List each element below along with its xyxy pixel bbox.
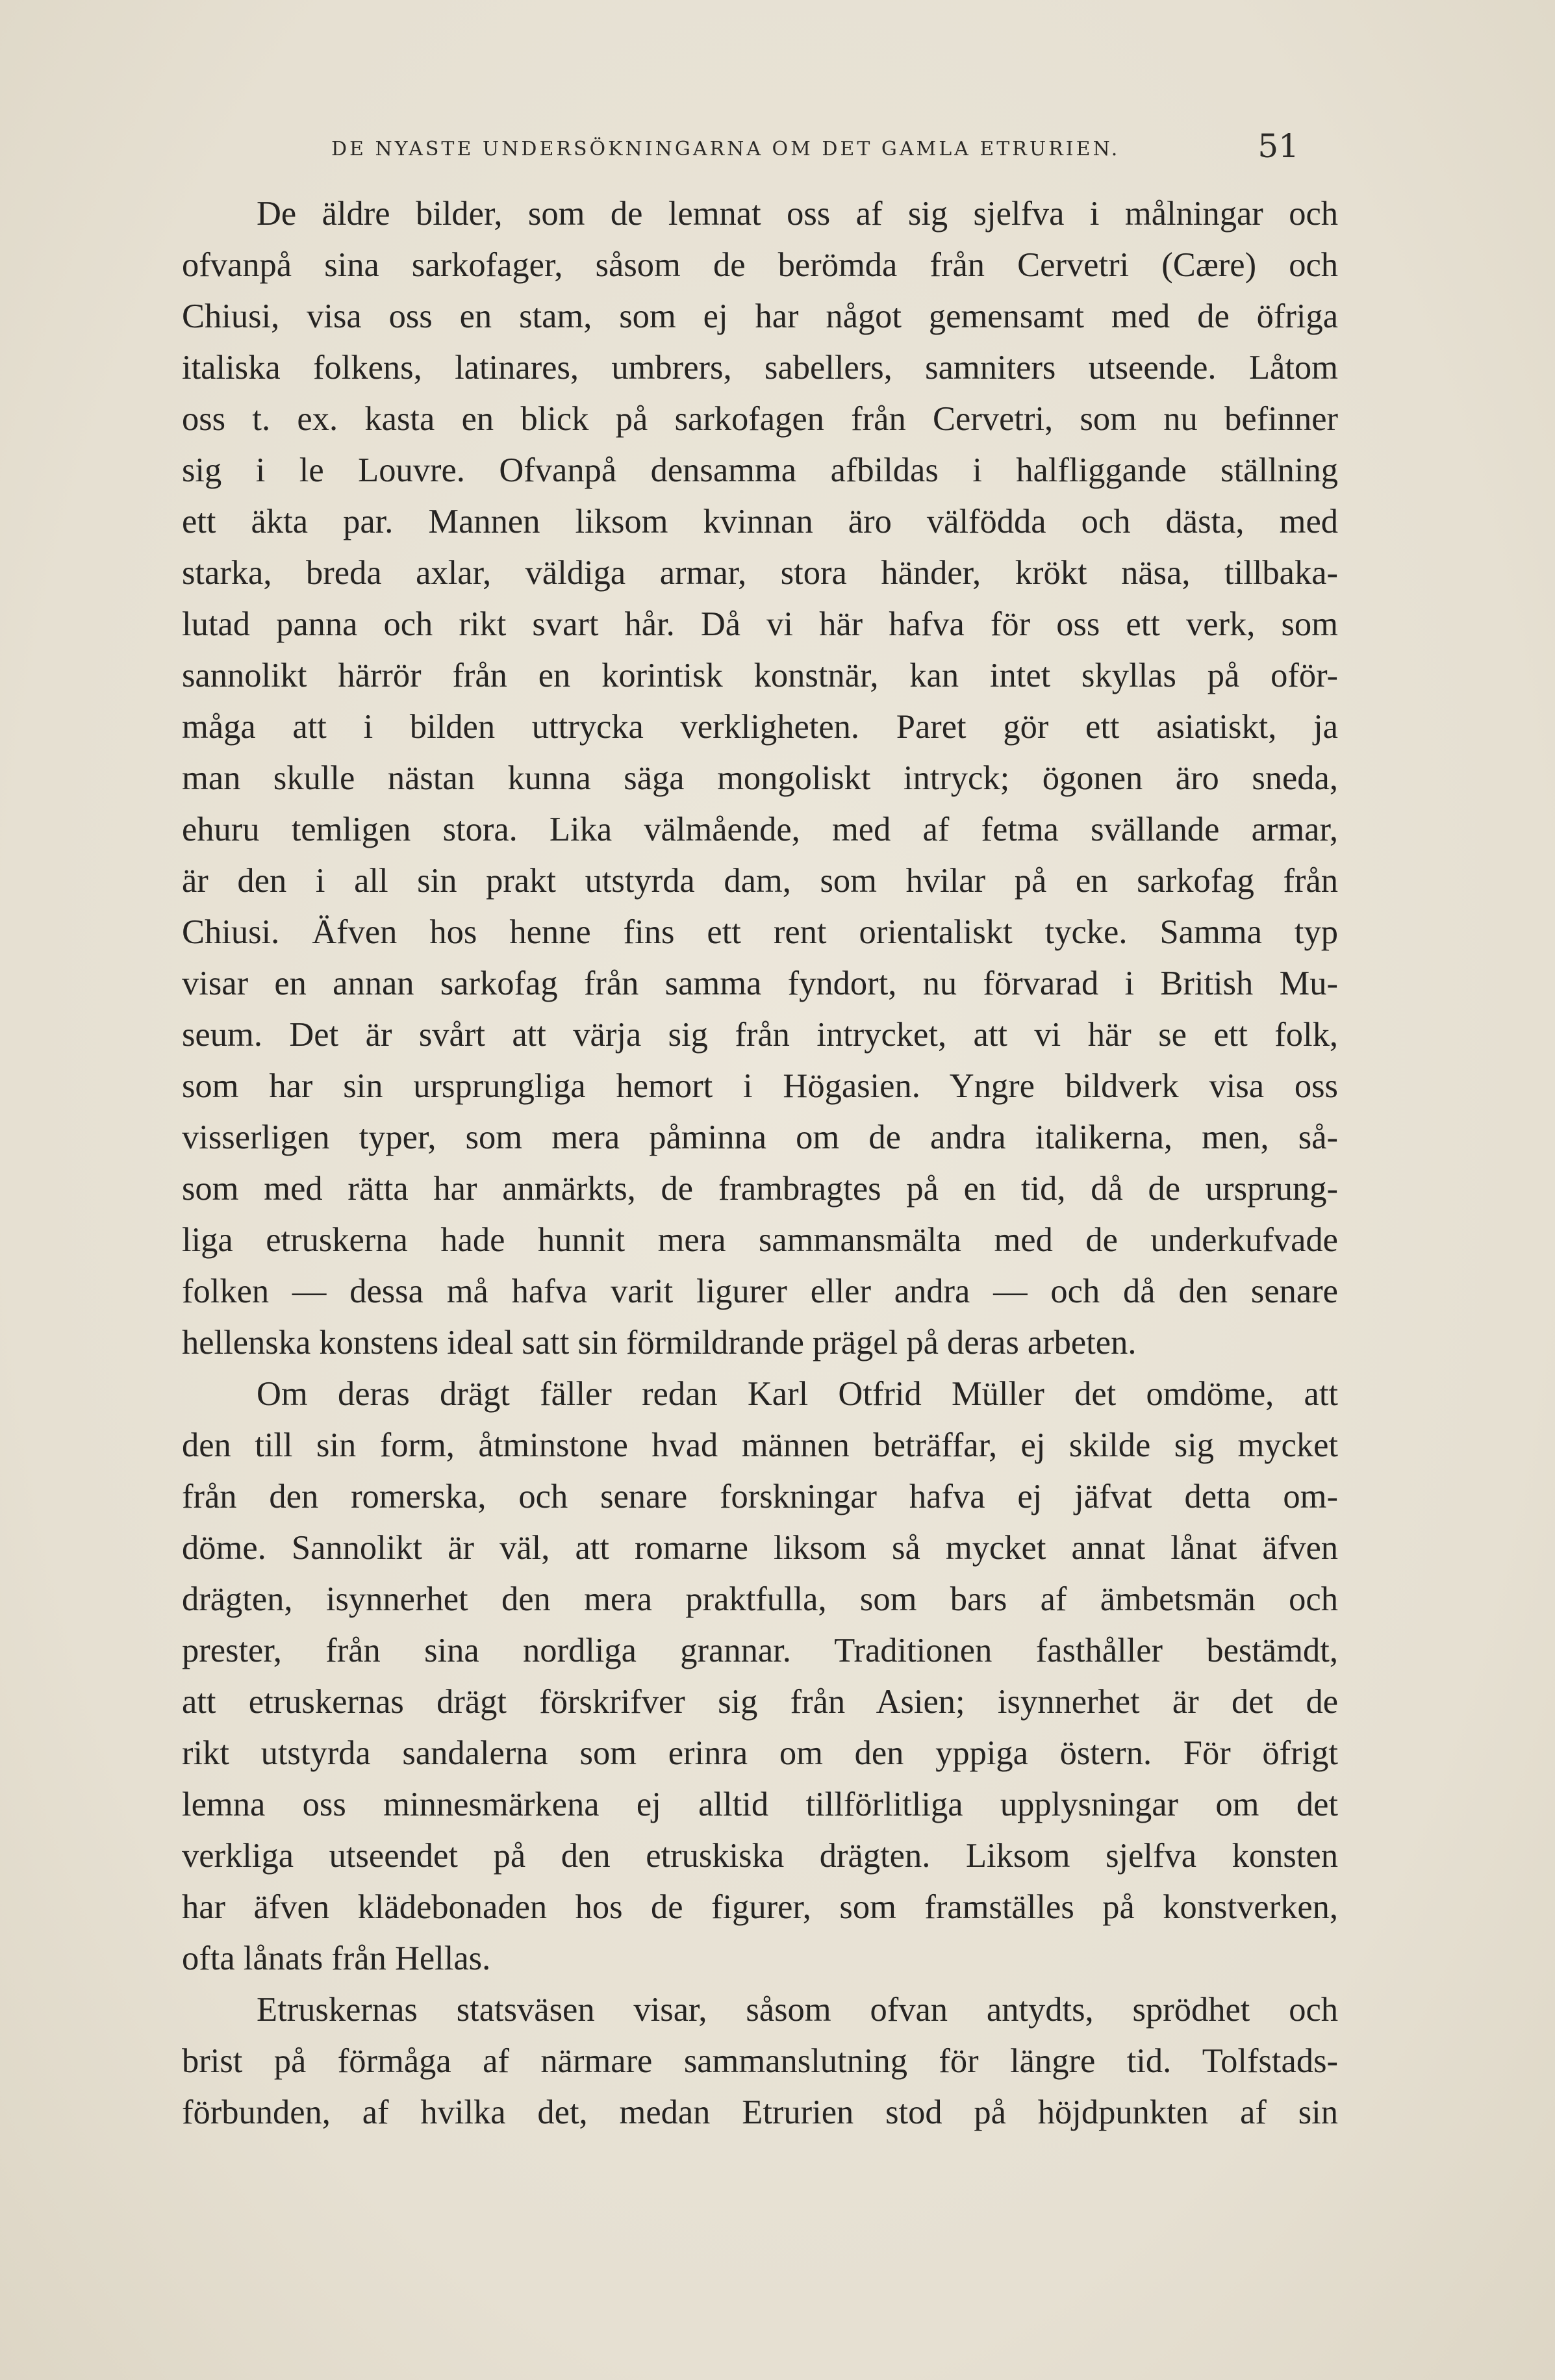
- text-line: ehuru temligen stora. Lika välmående, med af fetma svällande armar,: [182, 811, 1338, 848]
- text-line: rikt utstyrda sandalerna som erinra om den yppiga östern. För öfrigt: [182, 1734, 1338, 1772]
- text-line: Etruskernas statsväsen visar, såsom ofvan antydts, sprödhet och: [257, 1991, 1338, 2029]
- paragraph: [182, 1369, 1338, 1984]
- text-line: drägten, isynnerhet den mera praktfulla, som bars af ämbetsmän och: [182, 1580, 1338, 1618]
- text-line: Chiusi. Äfven hos henne fins ett rent orientaliskt tycke. Samma typ: [182, 913, 1338, 951]
- text-line: Om deras drägt fäller redan Karl Otfrid Müller det omdöme, att: [257, 1375, 1338, 1413]
- paragraph: [182, 1984, 1338, 2138]
- text-line: den till sin form, åtminstone hvad männen beträffar, ej skilde sig mycket: [182, 1426, 1338, 1464]
- text-line: folken — dessa må hafva varit ligurer eller andra — och då den senare: [182, 1272, 1338, 1310]
- text-line: De äldre bilder, som de lemnat oss af sig sjelfva i målningar och: [257, 195, 1338, 233]
- text-line: som med rätta har anmärkts, de frambragtes på en tid, då de ursprung-: [182, 1170, 1338, 1208]
- text-line: ofvanpå sina sarkofager, såsom de berömda från Cervetri (Cære) och: [182, 246, 1338, 284]
- text-line: måga att i bilden uttrycka verkligheten. Paret gör ett asiatiskt, ja: [182, 708, 1338, 746]
- text-line: att etruskernas drägt förskrifver sig från Asien; isynnerhet är det de: [182, 1683, 1338, 1721]
- text-line: som har sin ursprungliga hemort i Högasien. Yngre bildverk visa oss: [182, 1067, 1338, 1105]
- text-line: hellenska konstens ideal satt sin förmildrande prägel på deras arbeten.: [182, 1324, 1137, 1361]
- paragraph: [182, 188, 1338, 1369]
- page-number: 51: [1258, 127, 1299, 165]
- text-line: har äfven klädebonaden hos de figurer, som framställes på konstverken,: [182, 1888, 1338, 1926]
- text-line: Chiusi, visa oss en stam, som ej har något gemensamt med de öfriga: [182, 298, 1338, 335]
- text-line: prester, från sina nordliga grannar. Traditionen fasthåller bestämdt,: [182, 1632, 1338, 1669]
- text-line: sannolikt härrör från en korintisk konstnär, kan intet skyllas på oför-: [182, 657, 1338, 694]
- text-line: man skulle nästan kunna säga mongoliskt intryck; ögonen äro sneda,: [182, 759, 1338, 797]
- text-line: ett äkta par. Mannen liksom kvinnan äro välfödda och dästa, med: [182, 503, 1338, 540]
- text-line: oss t. ex. kasta en blick på sarkofagen från Cervetri, som nu befinner: [182, 400, 1338, 438]
- text-line: sig i le Louvre. Ofvanpå densamma afbildas i halfliggande ställning: [182, 451, 1338, 489]
- text-line: starka, breda axlar, väldiga armar, stora händer, krökt näsa, tillbaka-: [182, 554, 1338, 592]
- text-line: seum. Det är svårt att värja sig från intrycket, att vi här se ett folk,: [182, 1016, 1338, 1054]
- text-line: brist på förmåga af närmare sammanslutning för längre tid. Tolfstads-: [182, 2042, 1338, 2080]
- text-line: visar en annan sarkofag från samma fyndort, nu förvarad i British Mu-: [182, 965, 1338, 1002]
- text-line: förbunden, af hvilka det, medan Etrurien stod på höjdpunkten af sin: [182, 2094, 1338, 2131]
- text-line: är den i all sin prakt utstyrda dam, som hvilar på en sarkofag från: [182, 862, 1338, 900]
- text-line: italiska folkens, latinares, umbrers, sabellers, samniters utseende. Låtom: [182, 349, 1338, 386]
- page-header: [182, 127, 1299, 173]
- text-line: visserligen typer, som mera påminna om de andra italikerna, men, så-: [182, 1119, 1338, 1156]
- text-line: ofta lånats från Hellas.: [182, 1940, 491, 1977]
- text-line: döme. Sannolikt är väl, att romarne liksom så mycket annat lånat äfven: [182, 1529, 1338, 1567]
- text-line: verkliga utseendet på den etruskiska drägten. Liksom sjelfva konsten: [182, 1837, 1338, 1875]
- text-line: från den romerska, och senare forskningar hafva ej jäfvat detta om-: [182, 1478, 1338, 1515]
- body-text: [182, 188, 1338, 2138]
- text-line: lemna oss minnesmärkena ej alltid tillförlitliga upplysningar om det: [182, 1786, 1338, 1823]
- text-line: liga etruskerna hade hunnit mera sammansmälta med de underkufvade: [182, 1221, 1338, 1259]
- text-line: lutad panna och rikt svart hår. Då vi här hafva för oss ett verk, som: [182, 605, 1338, 643]
- running-title: DE NYASTE UNDERSÖKNINGARNA OM DET GAMLA ETRURIEN.: [331, 138, 1120, 160]
